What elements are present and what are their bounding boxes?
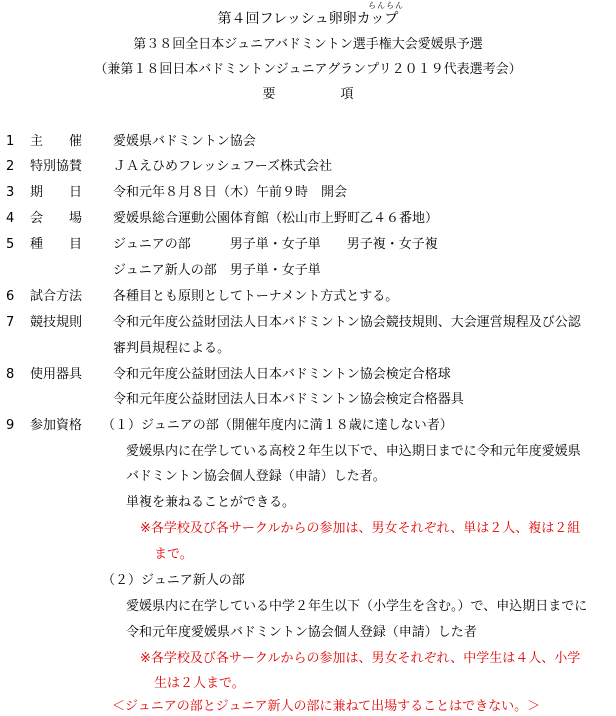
item-value: 愛媛県総合運動公園体育館（松山市上野町乙４６番地） bbox=[113, 211, 439, 226]
item-number: 8 bbox=[6, 367, 15, 382]
section-heading: 要 項 bbox=[262, 87, 354, 102]
item-number: 9 bbox=[6, 418, 15, 433]
item-value-continued: 審判員規程による。 bbox=[113, 341, 231, 356]
exclusive-entry-note: ＜ジュニアの部とジュニア新人の部に兼ねて出場することはできない。＞ bbox=[112, 699, 541, 714]
title-ruby: らんらん bbox=[368, 1, 404, 10]
newcomer-condition-continued: 令和元年度愛媛県バドミントン協会個人登録（申請）した者 bbox=[126, 625, 477, 640]
junior-condition-continued: バドミントン協会個人登録（申請）した者。 bbox=[126, 469, 386, 484]
item-label: 使用器具 bbox=[30, 367, 83, 382]
item-label: 期 日 bbox=[30, 185, 83, 200]
item-value: 愛媛県バドミントン協会 bbox=[113, 134, 256, 149]
item-number: 7 bbox=[6, 315, 15, 330]
newcomer-condition: 愛媛県内に在学している中学２年生以下（小学生を含む。）で、申込期日までに bbox=[126, 599, 588, 614]
item-number: 4 bbox=[6, 211, 15, 226]
junior-doubles-note: 単複を兼ねることができる。 bbox=[126, 495, 296, 510]
document-title: 第４回フレッシュ卵卵カップ bbox=[217, 11, 399, 27]
item-label: 試合方法 bbox=[30, 289, 83, 304]
junior-condition: 愛媛県内に在学している高校２年生以下で、申込期日までに令和元年度愛媛県 bbox=[126, 444, 581, 459]
item-value: 令和元年度公益財団法人日本バドミントン協会競技規則、大会運営規程及び公認 bbox=[113, 315, 581, 330]
item-value: ジュニアの部 男子単・女子単 男子複・女子複 bbox=[113, 237, 438, 252]
item-number: 2 bbox=[6, 159, 15, 174]
item-number: 6 bbox=[6, 289, 15, 304]
item-label: 主 催 bbox=[30, 134, 83, 149]
item-label: 参加資格 bbox=[30, 418, 83, 433]
item-label: 競技規則 bbox=[30, 315, 83, 330]
newcomer-limit-note: ※各学校及び各サークルからの参加は、男女それぞれ、中学生は４人、小学 bbox=[140, 651, 581, 666]
item-value-continued: ジュニア新人の部 男子単・女子単 bbox=[113, 263, 321, 278]
document-subtitle-2: （兼第１８回日本バドミントンジュニアグランプリ２０１９代表選考会） bbox=[94, 62, 522, 77]
item-label: 会 場 bbox=[30, 211, 83, 226]
item-value: （１）ジュニアの部（開催年度内に満１８歳に達しない者） bbox=[102, 418, 453, 433]
item-value: 令和元年８月８日（木）午前９時 開会 bbox=[113, 185, 348, 200]
newcomer-heading: （２）ジュニア新人の部 bbox=[102, 573, 245, 588]
item-value: ＪＡえひめフレッシュフーズ株式会社 bbox=[113, 159, 333, 174]
item-value-continued: 令和元年度公益財団法人日本バドミントン協会検定合格器具 bbox=[113, 392, 464, 407]
item-value: 各種目とも原則としてトーナメント方式とする。 bbox=[113, 289, 399, 304]
junior-limit-note-continued: まで。 bbox=[154, 547, 193, 562]
document-subtitle: 第３８回全日本ジュニアバドミントン選手権大会愛媛県予選 bbox=[133, 37, 483, 52]
item-number: 5 bbox=[6, 237, 15, 252]
newcomer-limit-note-continued: 生は２人まで。 bbox=[154, 676, 245, 691]
item-value: 令和元年度公益財団法人日本バドミントン協会検定合格球 bbox=[113, 367, 451, 382]
item-number: 1 bbox=[6, 134, 15, 149]
item-label: 種 目 bbox=[30, 237, 83, 252]
item-number: 3 bbox=[6, 185, 15, 200]
junior-limit-note: ※各学校及び各サークルからの参加は、男女それぞれ、単は２人、複は２組 bbox=[140, 521, 581, 536]
item-label: 特別協賛 bbox=[30, 159, 83, 174]
